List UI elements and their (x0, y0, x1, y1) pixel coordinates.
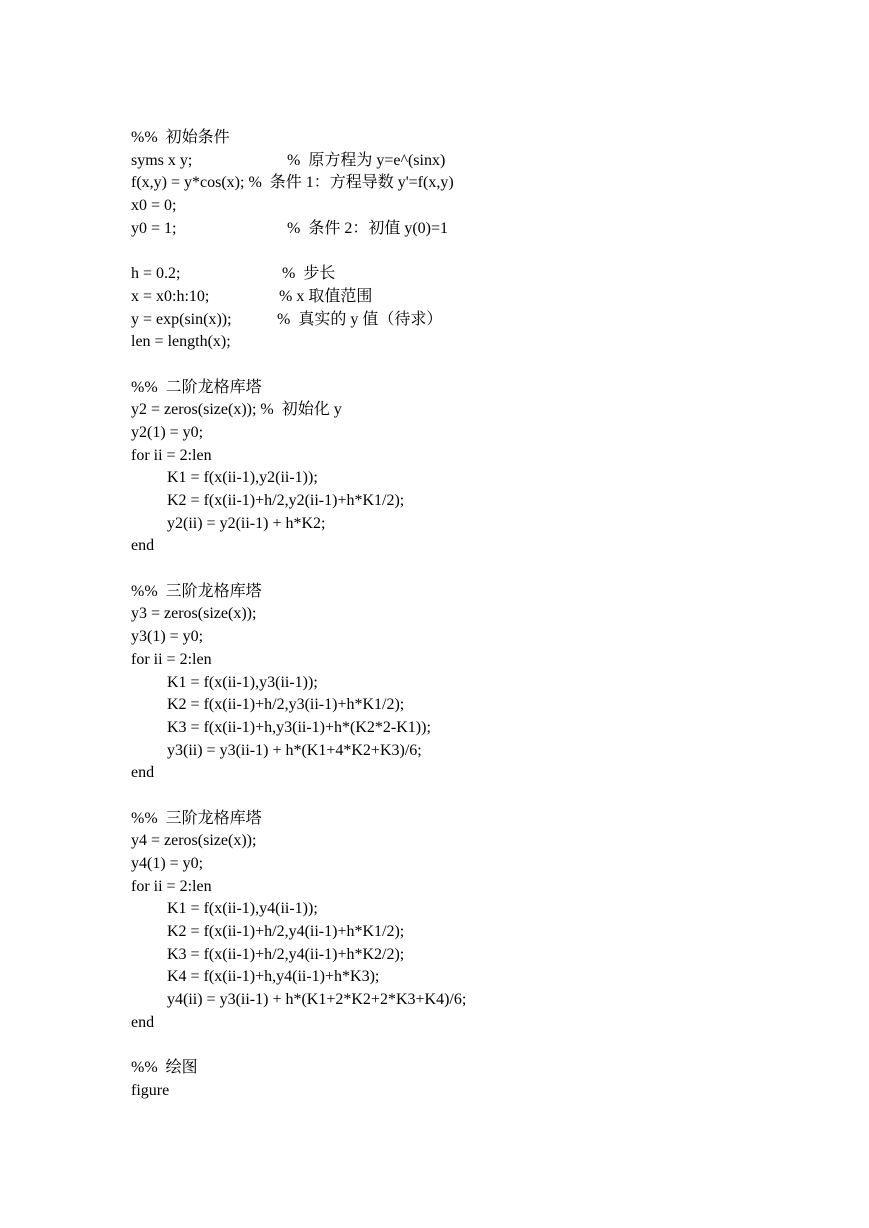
code-line-y3-init (131, 603, 466, 626)
code-text: y3(ii) = y3(ii-1) + h*(K1+4*K2+K3)/6; (167, 741, 422, 759)
code-text: for ii = 2:len (131, 650, 212, 668)
blank-line (131, 785, 466, 808)
code-line-k1 (131, 898, 466, 921)
code-text: y2(1) = y0; (131, 423, 204, 441)
code-line-y2-first (131, 422, 466, 445)
code-line-y4-update (131, 989, 466, 1012)
code-text: figure (131, 1081, 170, 1099)
code-text: y0 = 1; (131, 219, 177, 237)
code-line-k2 (131, 490, 466, 513)
code-line-k1 (131, 467, 466, 490)
code-line-y3-update (131, 740, 466, 763)
code-text: K4 = f(x(ii-1)+h,y4(ii-1)+h*K3); (167, 968, 380, 986)
code-line-k2 (131, 694, 466, 717)
code-text: %% 初始条件 (131, 129, 230, 146)
code-line-y3-first (131, 626, 466, 649)
code-comment: % 原方程为 y=e^(sinx) (287, 151, 446, 169)
code-text: y = exp(sin(x)); (131, 310, 232, 328)
code-comment: % 步长 (282, 265, 336, 283)
code-text: y4(ii) = y3(ii-1) + h*(K1+2*K2+2*K3+K4)/6; (167, 991, 467, 1009)
code-text: K3 = f(x(ii-1)+h/2,y4(ii-1)+h*K2/2); (167, 945, 405, 963)
code-line-for (131, 445, 466, 468)
code-comment: % x 取值范围 (279, 287, 373, 305)
code-text: K3 = f(x(ii-1)+h,y3(ii-1)+h*(K2*2-K1)); (167, 718, 431, 736)
code-text: K2 = f(x(ii-1)+h/2,y3(ii-1)+h*K1/2); (167, 696, 405, 714)
code-line-k2 (131, 921, 466, 944)
code-text: K2 = f(x(ii-1)+h/2,y4(ii-1)+h*K1/2); (167, 923, 405, 941)
code-text: x0 = 0; (131, 197, 177, 215)
code-text: y4(1) = y0; (131, 855, 204, 872)
code-text: %% 绘图 (131, 1059, 198, 1077)
code-line-y2-init (131, 399, 466, 422)
code-line-y0 (131, 218, 466, 241)
code-line-y4-init (131, 830, 466, 853)
code-line-len (131, 331, 466, 354)
code-text: %% 三阶龙格库塔 (131, 809, 262, 827)
code-line-x-range (131, 286, 466, 309)
code-text: end (131, 537, 155, 555)
code-text: h = 0.2; (131, 265, 181, 283)
code-text: y3(1) = y0; (131, 628, 204, 646)
blank-line (131, 1035, 466, 1058)
blank-line (131, 354, 466, 377)
code-line-end (131, 762, 466, 785)
code-text: x = x0:h:10; (131, 287, 210, 305)
code-line-k4 (131, 966, 466, 989)
code-text: end (131, 764, 155, 782)
code-line-end (131, 535, 466, 558)
code-text: y4 = zeros(size(x)); (131, 832, 257, 850)
code-text: syms x y; (131, 151, 193, 169)
code-line-for (131, 649, 466, 672)
code-line-figure (131, 1080, 466, 1103)
code-text: y2(ii) = y2(ii-1) + h*K2; (167, 514, 326, 532)
blank-line (131, 240, 466, 263)
code-line-y2-update (131, 513, 466, 536)
code-line-k3 (131, 944, 466, 967)
code-text: for ii = 2:len (131, 877, 212, 895)
code-line-x0 (131, 195, 466, 218)
code-text: for ii = 2:len (131, 446, 212, 464)
code-text: K1 = f(x(ii-1),y2(ii-1)); (167, 469, 318, 487)
code-line-end (131, 1012, 466, 1035)
code-text: len = length(x); (131, 333, 231, 351)
code-line-y-exact (131, 309, 466, 332)
code-text: K2 = f(x(ii-1)+h/2,y2(ii-1)+h*K1/2); (167, 492, 405, 509)
code-text: f(x,y) = y*cos(x); % 条件 1：方程导数 y'=f(x,y) (131, 174, 454, 192)
code-line-section-plot (131, 1057, 466, 1080)
code-text: y3 = zeros(size(x)); (131, 605, 257, 623)
code-line-k3 (131, 717, 466, 740)
code-text: K1 = f(x(ii-1),y3(ii-1)); (167, 673, 318, 691)
code-text: %% 二阶龙格库塔 (131, 378, 262, 396)
code-line-syms (131, 150, 466, 173)
code-line-section-rk4 (131, 808, 466, 831)
code-line-f-definition (131, 172, 466, 195)
code-text: K1 = f(x(ii-1),y4(ii-1)); (167, 900, 318, 918)
code-comment: % 条件 2：初值 y(0)=1 (287, 219, 449, 237)
code-text: y2 = zeros(size(x)); % 初始化 y (131, 401, 342, 419)
code-text: end (131, 1013, 155, 1031)
code-listing (131, 127, 466, 1103)
code-line-k1 (131, 672, 466, 695)
code-line-section-rk2 (131, 377, 466, 400)
code-line-section-rk3 (131, 581, 466, 604)
code-line-h (131, 263, 466, 286)
code-line-for (131, 876, 466, 899)
code-text: %% 三阶龙格库塔 (131, 582, 262, 600)
code-line-section-initial-conditions (131, 127, 466, 150)
code-comment: % 真实的 y 值（待求） (277, 310, 443, 328)
code-line-y4-first (131, 853, 466, 876)
blank-line (131, 558, 466, 581)
